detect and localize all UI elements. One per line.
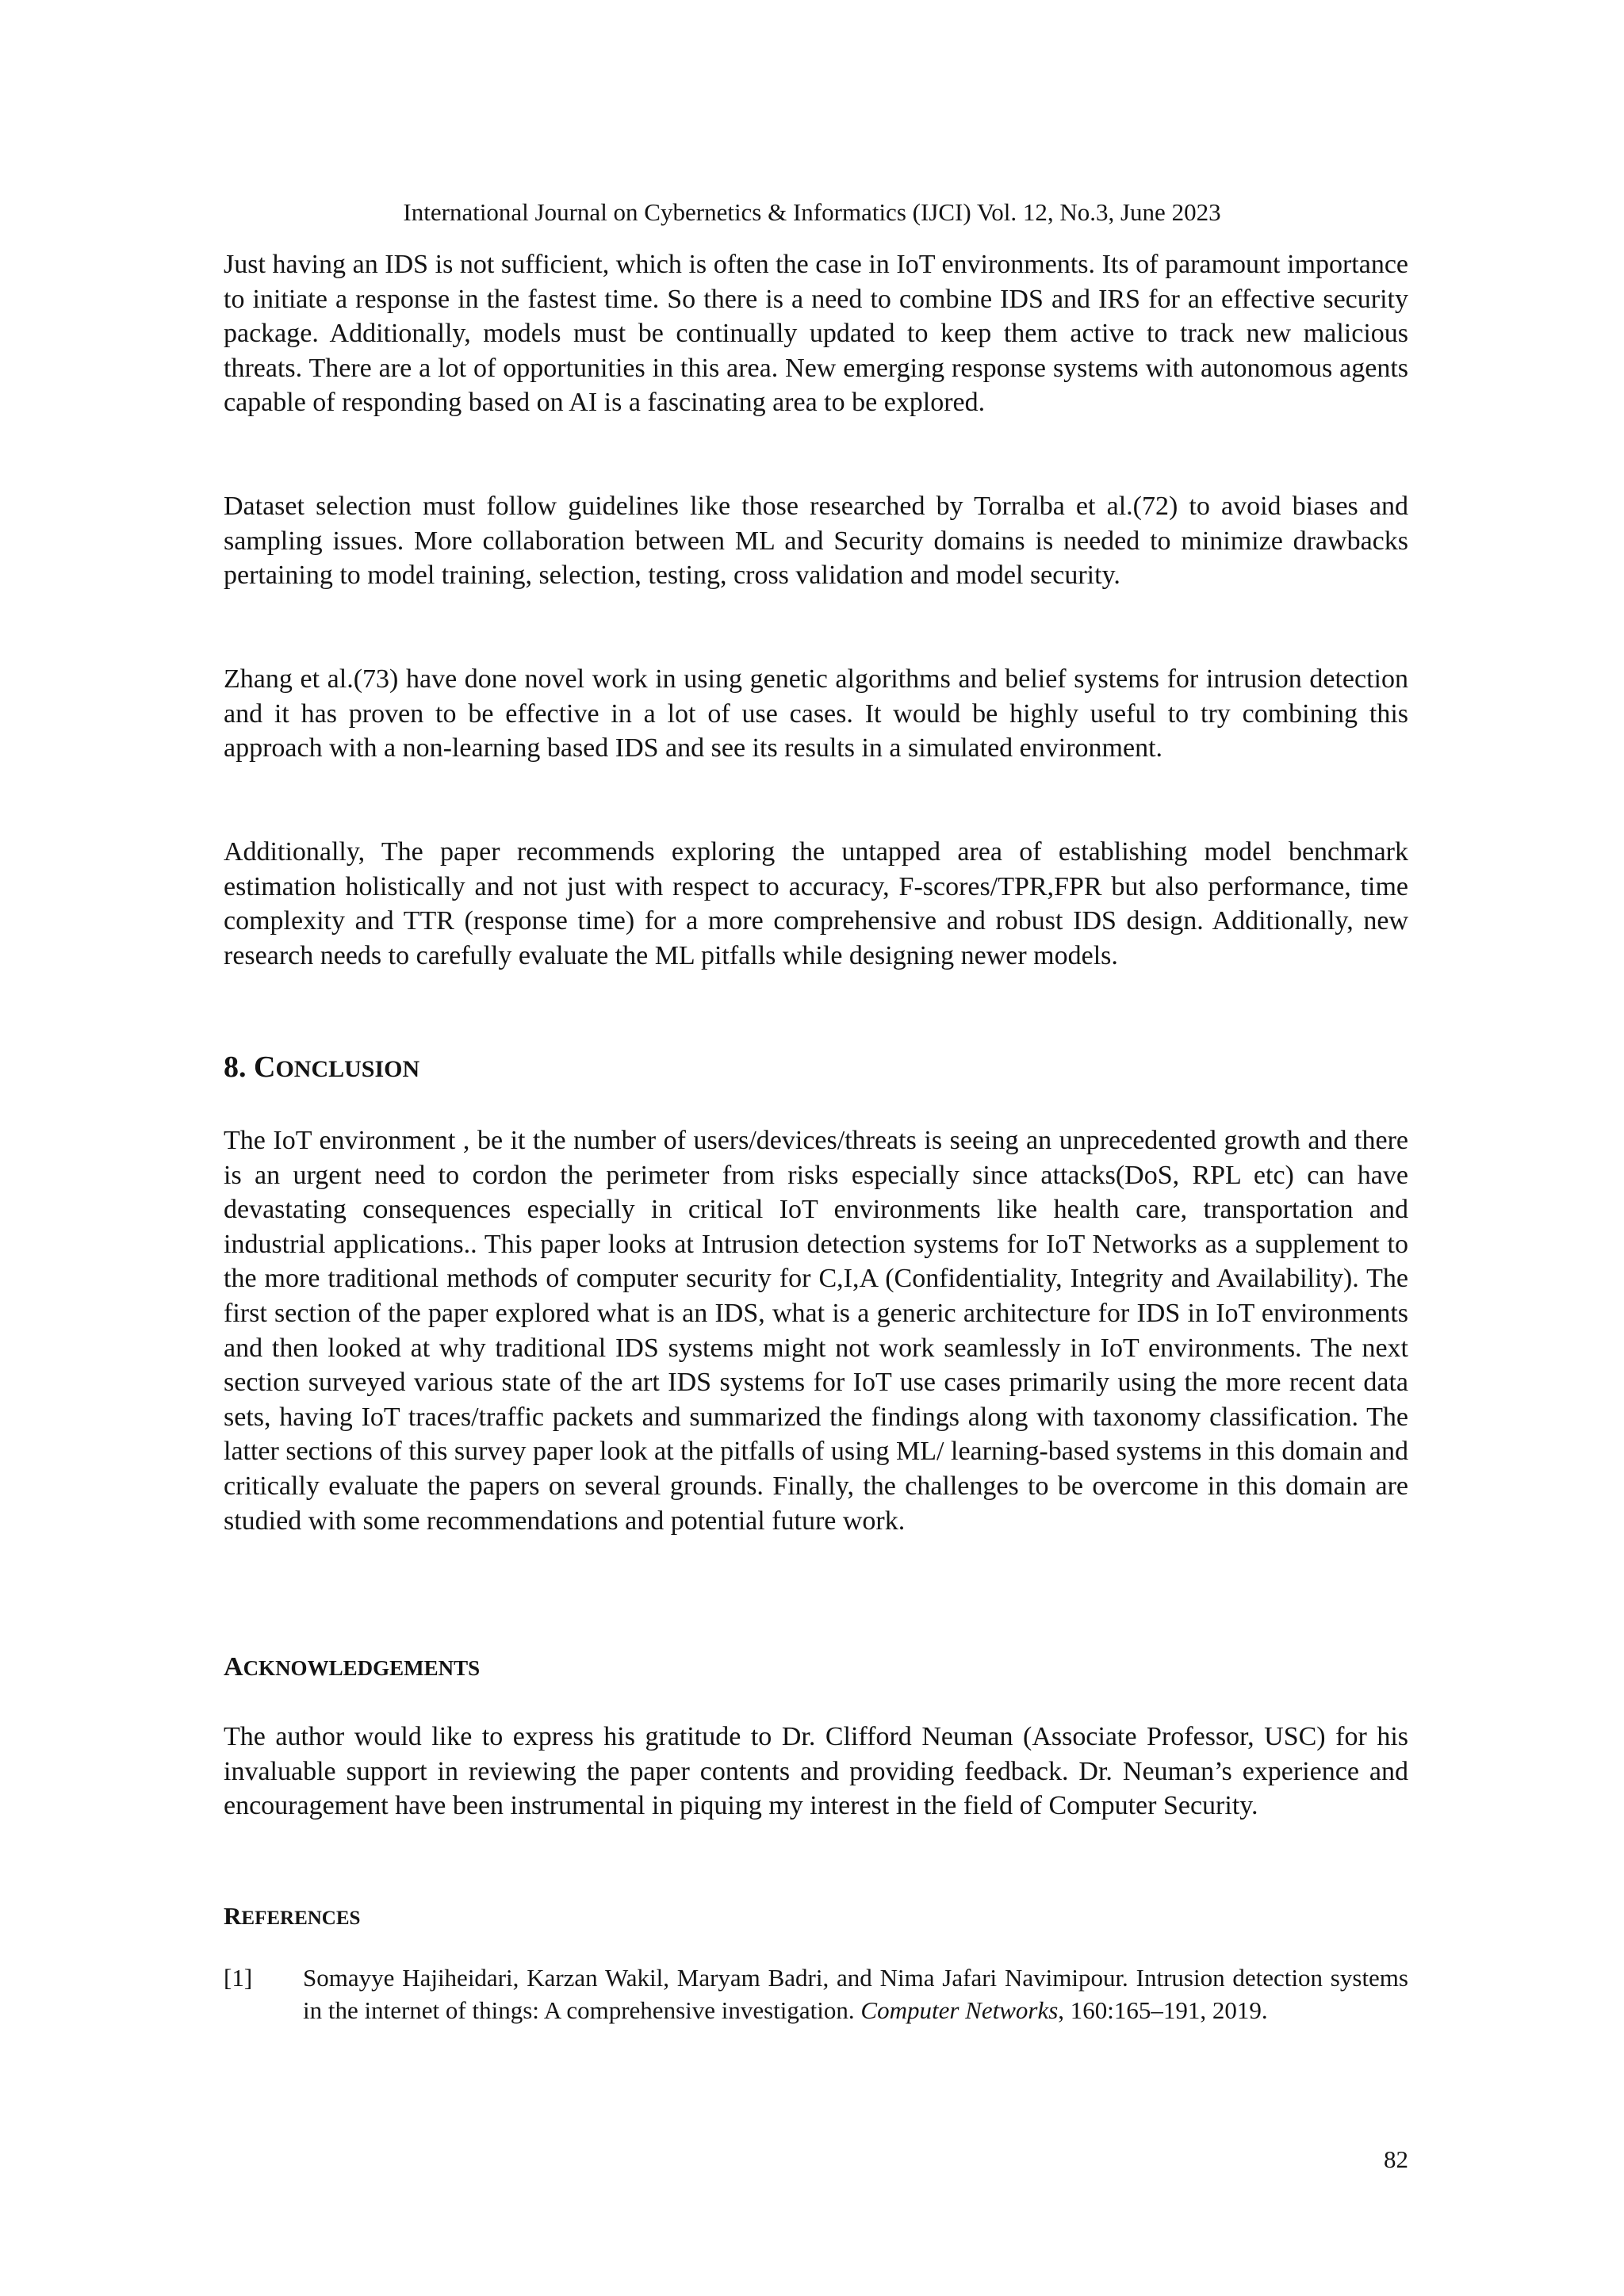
paragraph-text: The IoT environment , be it the number of users/devices/threats is seeing an unprecedented growth and there is an urgent need to cordon the perimeter from risks especially since attacks(DoS, RPL etc) can have devastating consequences especially in critical IoT environments like health care, transportation and industrial applications.. This paper looks at Intrusion detection systems for IoT Networks as a supplement to the more traditional methods of computer security for C,I,A (Confidentiality, Integrity and Availability). The first section of the paper explored what is an IDS, what is a generic architecture for IDS in IoT environments and then looked at why traditional IDS systems might not work seamlessly in IoT environments. The next section surveyed various state of the art IDS systems for IoT use cases primarily using the more recent data sets, having IoT traces/traffic packets and summarized the findings along with taxonomy classification. The latter sections of this survey paper look at the pitfalls of using ML/ learning-based systems in this domain and critically evaluate the papers on several grounds. Finally, the challenges to be overcome in this domain are studied with some recommendations and potential future work. (224, 1126, 1408, 1536)
acknowledgements-heading-title: CKNOWLEDGEMENTS (243, 1656, 481, 1680)
acknowledgements-heading (224, 1650, 1408, 1686)
references-heading-title: EFERENCES (241, 1908, 361, 1929)
reference-item (224, 1961, 1408, 2026)
references-heading-initial: R (224, 1902, 242, 1930)
future-work-paragraph-2 (224, 489, 1408, 593)
paragraph-text: Just having an IDS is not sufficient, which is often the case in IoT environments. Its of paramount importance to initiate a response in the fastest time. So there is a need to combine IDS and IRS for an effective security package. Additionally, models must be continually updated to keep them active to track new malicious threats. There are a lot of opportunities in this area. New emerging response systems with autonomous agents capable of responding based on AI is a fascinating area to be explored. (224, 250, 1408, 418)
future-work-paragraph-1 (224, 247, 1408, 420)
future-work-paragraph-4 (224, 835, 1408, 973)
reference-authors-title: Somayye Hajiheidari, Karzan Wakil, Maryam Badri, and Nima Jafari Navimipour. Intrusion detection systems in the internet of things: A comprehensive investigation. (303, 1964, 1408, 2024)
conclusion-heading-title: ONCLUSION (275, 1056, 420, 1082)
conclusion-paragraph (224, 1123, 1408, 1538)
reference-venue: Computer Networks (860, 1996, 1059, 2024)
reference-label: [1] (224, 1964, 253, 1992)
reference-text (303, 1961, 1408, 2026)
future-work-paragraph-3 (224, 662, 1408, 766)
page-number: 82 (1384, 2145, 1408, 2173)
paragraph-text: Zhang et al.(73) have done novel work in using genetic algorithms and belief systems for intrusion detection and it has proven to be effective in a lot of use cases. It would be highly useful to try combining this approach with a non-learning based IDS and see its results in a simulated environment. (224, 664, 1408, 763)
paragraph-text: Dataset selection must follow guidelines like those researched by Torralba et al.(72) to avoid biases and sampling issues. More collaboration between ML and Security domains is needed to minimize drawbacks pertaining to model training, selection, testing, cross validation and model security. (224, 492, 1408, 591)
acknowledgements-heading-initial: A (224, 1652, 243, 1682)
conclusion-heading (224, 1048, 1408, 1089)
paragraph-text: The author would like to express his gratitude to Dr. Clifford Neuman (Associate Professor, USC) for his invaluable support in reviewing the paper contents and providing feedback. Dr. Neuman’s experience and encouragement have been instrumental in piquing my interest in the field of Computer Security. (224, 1722, 1408, 1821)
reference-details: , 160:165–191, 2019. (1058, 1996, 1268, 2024)
conclusion-heading-number: 8. C (224, 1050, 276, 1084)
running-header: International Journal on Cybernetics & Informatics (IJCI) Vol. 12, No.3, June 2023 (403, 198, 1221, 226)
references-heading (224, 1900, 1408, 1934)
paragraph-text: Additionally, The paper recommends exploring the untapped area of establishing model benchmark estimation holistically and not just with respect to accuracy, F-scores/TPR,FPR but also performance, time complexity and TTR (response time) for a more comprehensive and robust IDS design. Additionally, new research needs to carefully evaluate the ML pitfalls while designing newer models. (224, 837, 1408, 970)
acknowledgements-paragraph (224, 1720, 1408, 1823)
